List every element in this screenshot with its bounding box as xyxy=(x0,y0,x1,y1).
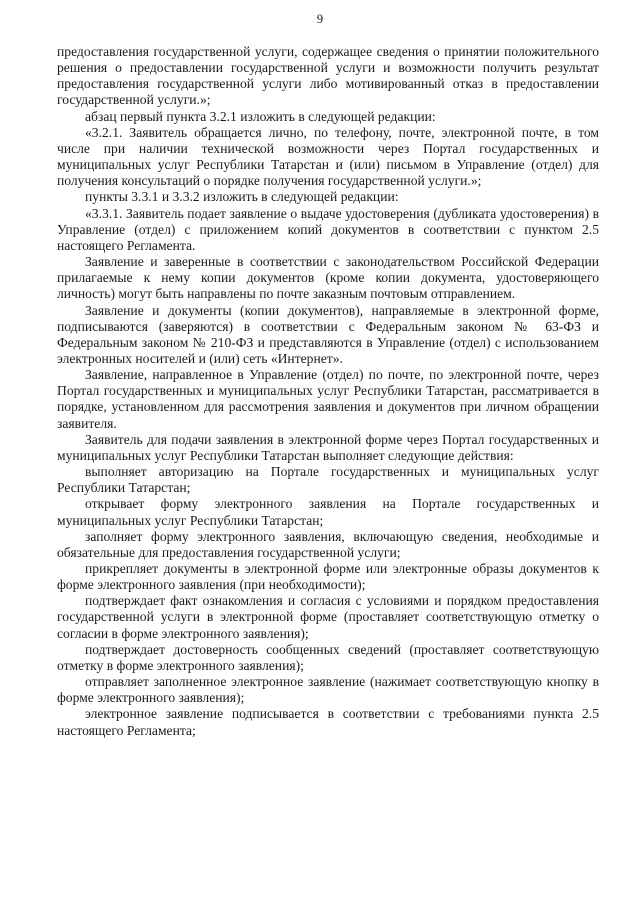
paragraph: пункты 3.3.1 и 3.3.2 изложить в следующей редакции: xyxy=(85,189,399,205)
paragraph: «3.2.1. Заявитель обращается лично, по телефону, почте, электронной почте, в том числе при наличии технической возможности через Портал государственных и муниципальных услуг Республики Татарстан и (или) письмом в Управление (отдел) для получения консультаций о порядке получения государственной услуги.»; xyxy=(57,124,599,189)
paragraph: прикрепляет документы в электронной форме или электронные образы документов к форме электронного заявления (при необходимости); xyxy=(57,561,599,593)
page-number: 9 xyxy=(316,12,324,26)
document-body xyxy=(57,44,599,739)
paragraph: Заявитель для подачи заявления в электронной форме через Портал государственных и муниципальных услуг Республики Татарстан выполняет следующие действия: xyxy=(57,431,599,463)
paragraph: заполняет форму электронного заявления, включающую сведения, необходимые и обязательные для предоставления государственной услуги; xyxy=(57,528,599,560)
paragraph: открывает форму электронного заявления на Портале государственных и муниципальных услуг Республики Татарстан; xyxy=(57,496,599,528)
paragraph: абзац первый пункта 3.2.1 изложить в следующей редакции: xyxy=(85,108,436,124)
paragraph: подтверждает достоверность сообщенных сведений (проставляет соответствующую отметку в форме электронного заявления); xyxy=(57,641,599,673)
paragraph: предоставления государственной услуги, содержащее сведения о принятии положительного решения о предоставлении государственной услуги и возможности получить результат предоставления государственной услуги либо мотивированный отказ в предоставлении государственной услуги.»; xyxy=(57,44,599,108)
paragraph: «3.3.1. Заявитель подает заявление о выдаче удостоверения (дубликата удостоверения) в Управление (отдел) с приложением копий документов в соответствии с пунктом 2.5 настоящего Регламента. xyxy=(57,205,599,253)
paragraph: Заявление, направленное в Управление (отдел) по почте, по электронной почте, через Портал государственных и муниципальных услуг Республики Татарстан, рассматривается в порядке, установленном для рассмотрения заявления и документов при личном обращении заявителя. xyxy=(57,367,599,431)
paragraph: Заявление и заверенные в соответствии с законодательством Российской Федерации прилагаемые к нему копии документов (кроме копии документа, удостоверяющего личность) могут быть направлены по почте заказным почтовым отправлением. xyxy=(57,254,599,302)
paragraph: подтверждает факт ознакомления и согласия с условиями и порядком предоставления государственной услуги в электронной форме (проставляет соответствующую отметку о согласии в форме электронного заявления); xyxy=(57,593,599,641)
paragraph: отправляет заполненное электронное заявление (нажимает соответствующую кнопку в форме электронного заявления); xyxy=(57,674,599,706)
paragraph: Заявление и документы (копии документов), направляемые в электронной форме, подписываются (заверяются) в соответствии с Федеральным законом № 63-ФЗ и Федеральным законом № 210-ФЗ и представляются в Управление (отдел) с использованием электронных носителей и (или) сеть «Интернет». xyxy=(57,302,599,366)
paragraph: электронное заявление подписывается в соответствии с требованиями пункта 2.5 настоящего Регламента; xyxy=(57,706,599,738)
paragraph: выполняет авторизацию на Портале государственных и муниципальных услуг Республики Татарстан; xyxy=(57,464,599,496)
